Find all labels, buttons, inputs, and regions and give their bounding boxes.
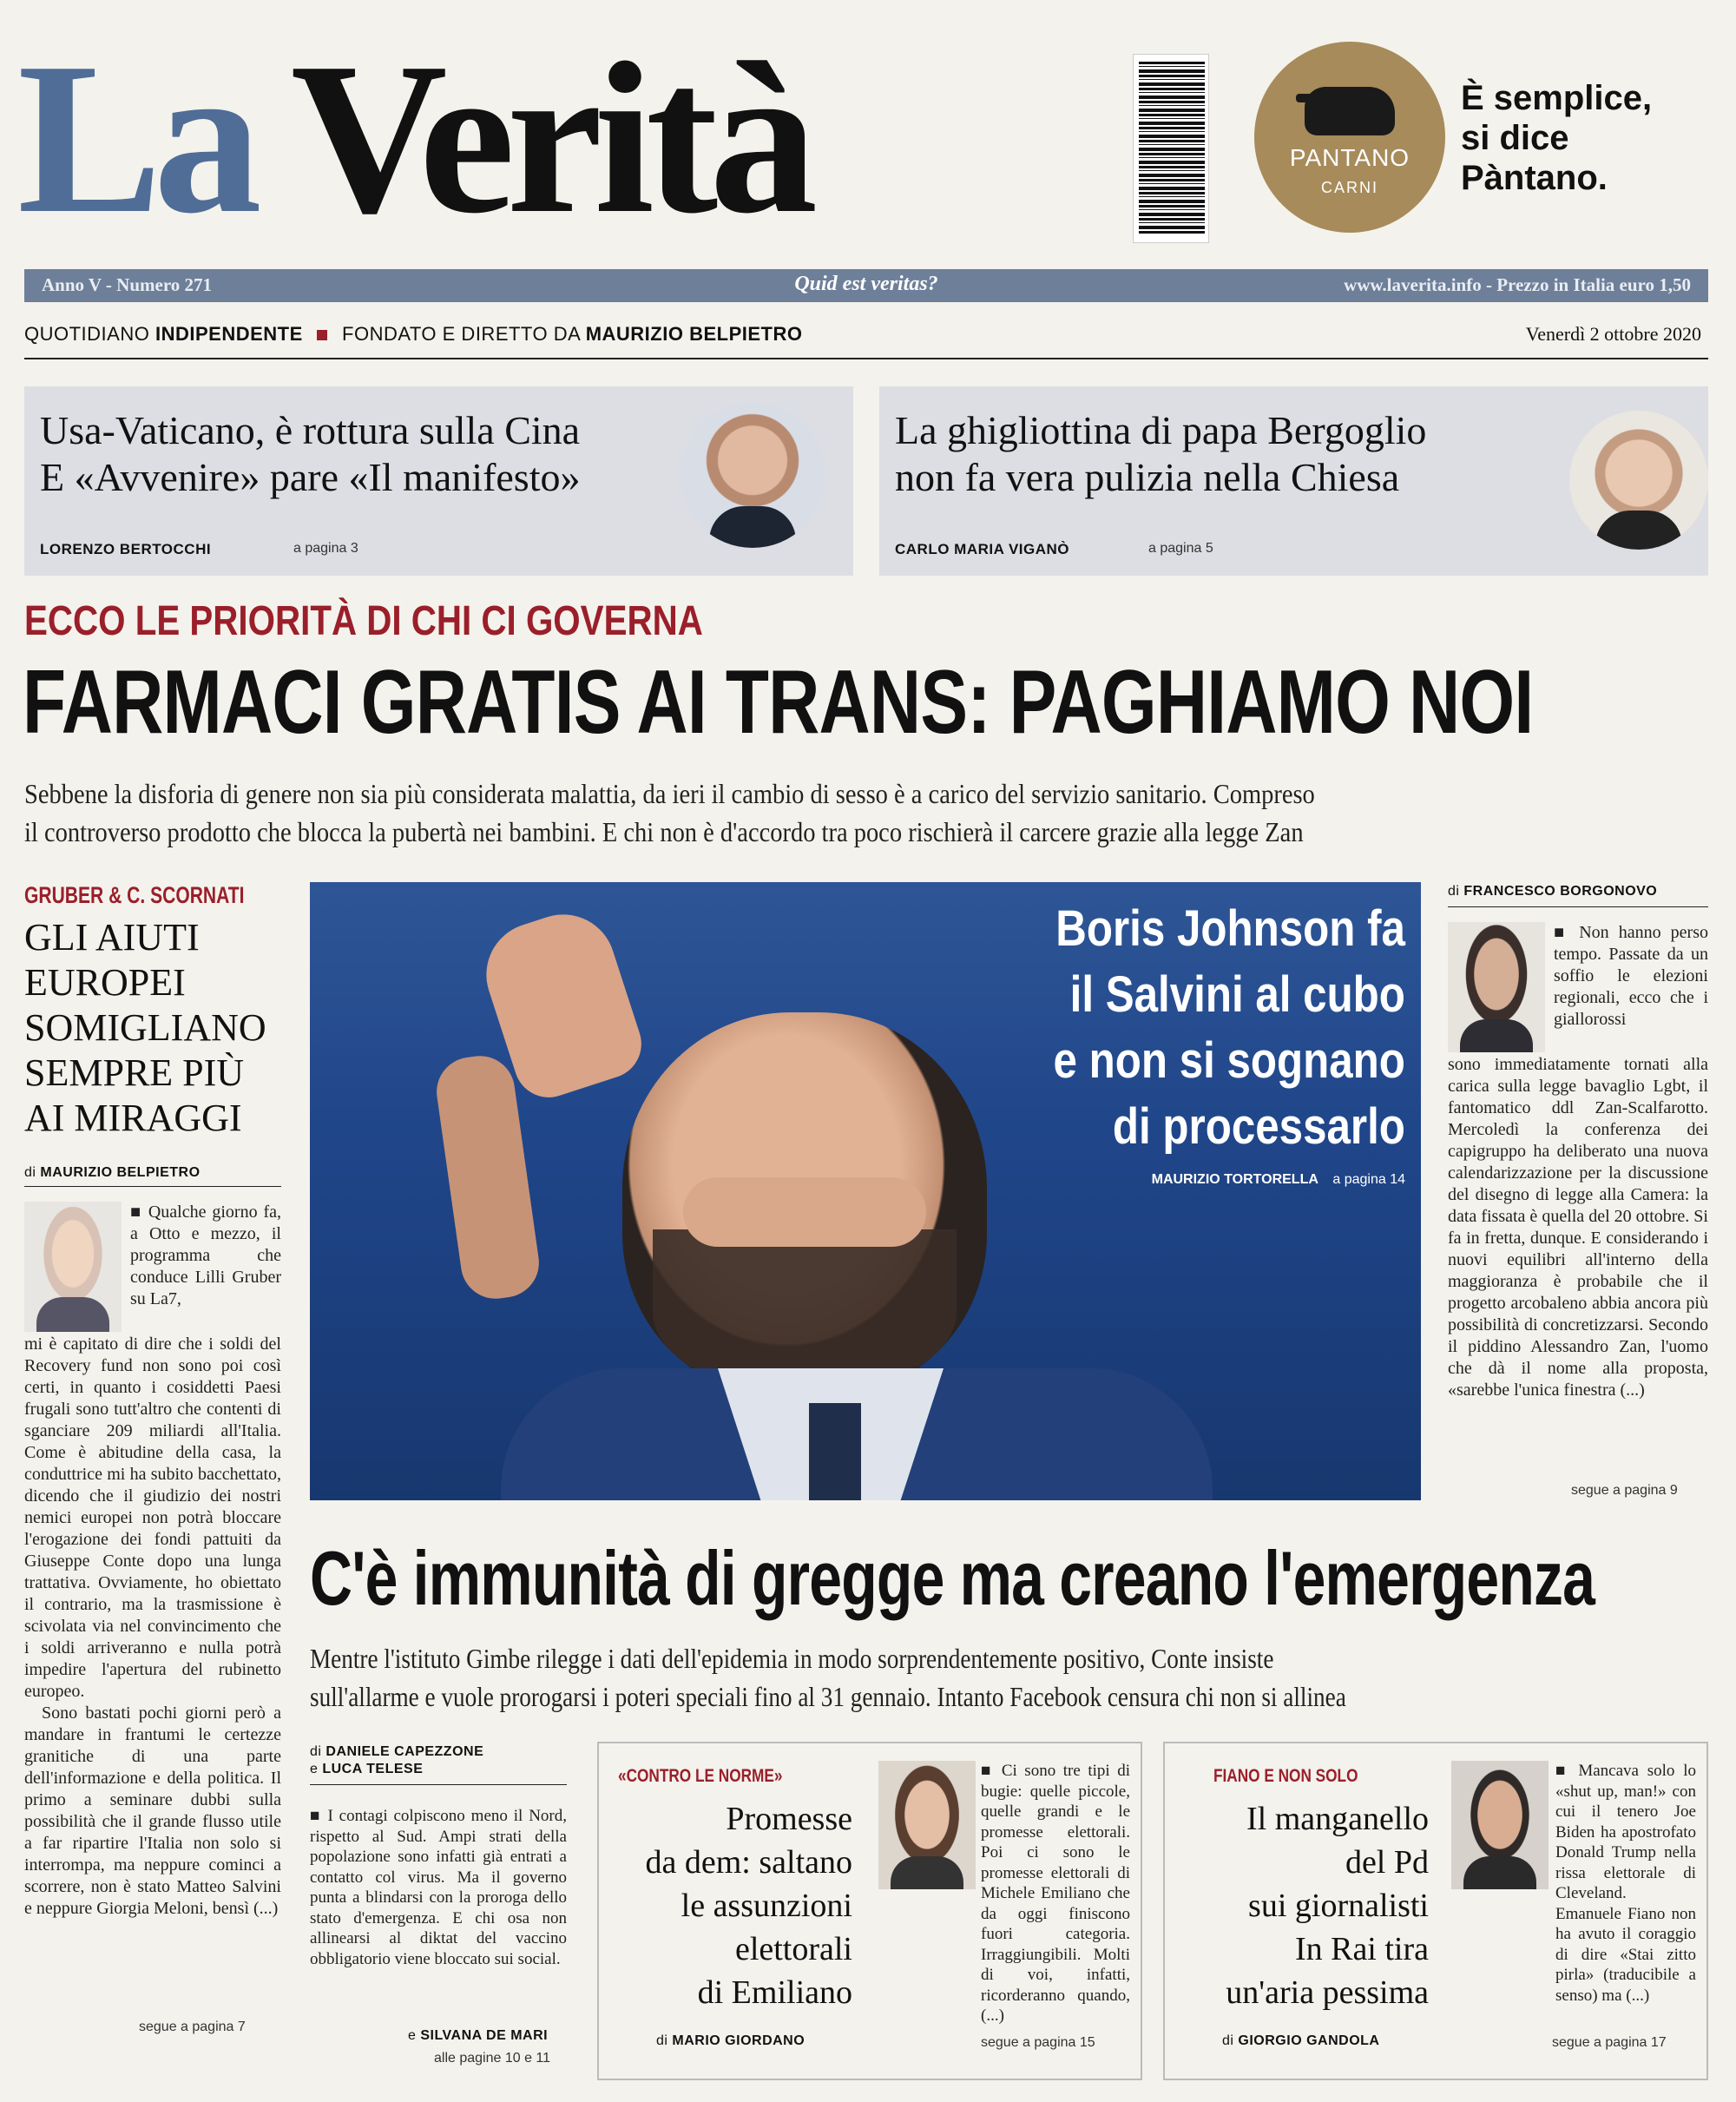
issue-date: Venerdì 2 ottobre 2020: [1525, 323, 1701, 345]
bottom-right-author: di GIORGIO GANDOLA: [1222, 2033, 1380, 2048]
bottom-mid-continue[interactable]: segue a pagina 15: [981, 2035, 1095, 2050]
pantano-ad[interactable]: [1254, 42, 1723, 241]
right-text-intro: ■ Non hanno perso tempo. Passate da un soffio le elezioni regionali, ecco che i giallorossi: [1554, 923, 1708, 1029]
main-kicker: ECCO LE PRIORITÀ DI CHI CI GOVERNA: [24, 598, 703, 644]
left-text-body: mi è capitato di dire che i soldi del Recovery fund non sono poi così certi, in quanto i cosiddetti Paesi frugali sono tutt'altro che contenti di sganciare 209 miliardi all'Italia. Come è abitudine della casa, la conduttrice mi ha subito bacchettato, dicendo che il giudizio dei nostri nemici europei non potrà bloccare l'erogazione dei fondi pattuiti da Giuseppe Conte dopo una lunga trattativa. Ovviamente, ho obiettato il contrario, ma la trasmissione è scivolata via nel convincimento che i soldi arriveranno e nulla potrà impedire l'apertura del rubinetto europeo. Sono bastati pochi giorni però a mandare in frantumi le certezze granitiche di una parte dell'informazione e della politica. Il primo a seminare dubbi sulla possibilità che il grande flusso utile a far ripartire l'Italia non solo si interrompa, ma neppure cominci a scorrere, non è stato Matteo Salvini e neppure Giorgia Meloni, bensì (...): [24, 1334, 281, 1918]
bottom-left-author-3: e SILVANA DE MARI: [408, 2028, 549, 2043]
bottom-right-continue[interactable]: segue a pagina 17: [1552, 2035, 1667, 2050]
bottom-right-kicker: FIANO E NON SOLO: [1213, 1766, 1358, 1786]
left-author: di MAURIZIO BELPIETRO: [24, 1165, 201, 1180]
second-headline[interactable]: C'è immunità di gregge ma creano l'emergenza: [310, 1535, 1595, 1621]
top-box-right-headline: La ghigliottina di papa Bergoglio non fa vera pulizia nella Chiesa: [895, 408, 1427, 499]
second-summary: Mentre l'istituto Gimbe rilegge i dati dell'epidemia in modo sorprendentemente positivo, Conte insiste sull'allarme e vuole prorogarsi i poteri speciali fino al 31 gennaio. Intanto Facebook censura chi non si allinea: [310, 1643, 1346, 1712]
tagline-row: QUOTIDIANO INDIPENDENTE FONDATO E DIRETTO DA MAURIZIO BELPIETRO: [24, 323, 803, 345]
top-box-left-author: LORENZO BERTOCCHI: [40, 541, 212, 557]
top-box-left-page: a pagina 3: [293, 541, 358, 556]
top-box-right-page: a pagina 5: [1148, 541, 1213, 556]
giordano-photo: [878, 1761, 976, 1889]
bull-icon: [1305, 87, 1395, 135]
top-box-right[interactable]: [879, 386, 1708, 576]
top-box-left[interactable]: [24, 386, 853, 576]
bottom-mid-headline: Promesse da dem: saltano le assunzioni elettorali di Emiliano: [645, 1801, 852, 2011]
left-kicker: GRUBER & C. SCORNATI: [24, 882, 245, 908]
bottom-mid-author: di MARIO GIORDANO: [656, 2033, 806, 2048]
right-author-rule: [1448, 906, 1708, 907]
top-box-right-author: CARLO MARIA VIGANÒ: [895, 541, 1070, 557]
tie: [809, 1403, 861, 1500]
logo-la: La: [17, 18, 253, 259]
bottom-mid-box[interactable]: [597, 1742, 1142, 2080]
left-continue[interactable]: segue a pagina 7: [139, 2020, 246, 2034]
salvini-photo[interactable]: [310, 882, 1421, 1500]
photo-headline[interactable]: Boris Johnson fa il Salvini al cubo e non si sognano di processarlo: [1053, 900, 1405, 1155]
left-text-intro: ■ Qualche giorno fa, a Otto e mezzo, il programma che conduce Lilli Gruber su La7,: [130, 1203, 281, 1308]
issue-number: Anno V - Numero 271: [42, 274, 213, 295]
ad-slogan: È semplice, si dice Pàntano.: [1461, 79, 1653, 197]
pompeo-photo: [680, 402, 825, 548]
left-author-rule: [24, 1186, 281, 1187]
pantano-badge: [1254, 42, 1445, 233]
bottom-right-box[interactable]: [1163, 1742, 1708, 2080]
bottom-mid-kicker: «CONTRO LE NORME»: [618, 1766, 783, 1786]
top-box-left-headline: Usa-Vaticano, è rottura sulla Cina E «Avvenire» pare «Il manifesto»: [40, 408, 581, 499]
borgonovo-photo: [1448, 922, 1545, 1052]
vigano-photo: [1569, 411, 1708, 550]
main-headline[interactable]: FARMACI GRATIS AI TRANS: PAGHIAMO NOI: [23, 652, 1534, 753]
bottom-left-rule: [310, 1784, 567, 1785]
issue-band: [24, 269, 1708, 302]
motto: Quid est veritas?: [794, 273, 938, 295]
logo-verita: Verità: [291, 18, 810, 259]
right-author: di FRANCESCO BORGONOVO: [1448, 884, 1658, 899]
photo-byline: MAURIZIO TORTORELLA a pagina 14: [1151, 1172, 1405, 1187]
bottom-left-text: ■ I contagi colpiscono meno il Nord, rispetto al Sud. Ampi strati della popolazione sono infatti già entrati a contatto col virus. Ma il governo punta a blindarsi con la proroga dello stato d'emergenza. E chi osa non allinearsi al diktat del vaccino obbligatorio viene bloccato sui social.: [310, 1807, 567, 1968]
bottom-left-page[interactable]: alle pagine 10 e 11: [434, 2051, 551, 2066]
main-summary: Sebbene la disforia di genere non sia più considerata malattia, da ieri il cambio di sesso è a carico del servizio sanitario. Compreso il controverso prodotto che blocca la pubertà nei bambini. E chi non è d'accordo tra poco rischierà il carcere grazie alla legge Zan: [24, 778, 1315, 847]
fiano-photo: [1451, 1761, 1549, 1889]
belpietro-photo: [24, 1202, 122, 1332]
bottom-right-headline: Il manganello del Pd sui giornalisti In Rai tira un'aria pessima: [1226, 1801, 1429, 2011]
ad-brand: PANTANO: [1289, 144, 1410, 171]
right-text-body: sono immediatamente tornati alla carica sulla legge bavaglio Lgbt, il fantomatico ddl Zan-Scalfarotto. Mercoledì la conferenza dei capigruppo ha deliberato una nuova calendarizzazione per la discussione del disegno di legge alla Camera: la data fissata è quella del 20 ottobre. Si fa in fretta, dunque. E considerando i nuovi equilibri all'interno della maggioranza è probabile che il progetto arcobaleno abbia ancora più possibilità di concretizzarsi. Secondo il piddino Alessandro Zan, l'uomo che dà il nome alla proposta, «sarebbe l'unica finestra (...): [1448, 1055, 1708, 1400]
left-headline[interactable]: GLI AIUTI EUROPEI SOMIGLIANO SEMPRE PIÙ AI MIRAGGI: [24, 916, 266, 1139]
bottom-mid-text: ■ Ci sono tre tipi di bugie: quelle piccole, quelle grandi e le promesse elettorali. Poi ci sono le promesse elettorali di Michele Emiliano che da oggi finiscono fuori categoria. Irraggiungibili. Molti di voi, infatti, ricorderanno quando, (...): [981, 1762, 1130, 2025]
bottom-left-authors: di DANIELE CAPEZZONE e LUCA TELESE: [310, 1744, 484, 1776]
site-price: www.laverita.info - Prezzo in Italia euro 1,50: [1344, 274, 1691, 295]
separator-square: [317, 330, 327, 340]
tagline-rule: [24, 358, 1708, 359]
right-continue[interactable]: segue a pagina 9: [1571, 1483, 1678, 1498]
barcode: [1133, 54, 1209, 243]
bottom-right-text: ■ Mancava solo lo «shut up, man!» con cui il tenero Joe Biden ha apostrofato Donald Trump nella rissa elettorale di Cleveland. Emanuele Fiano non ha avuto il coraggio di dire «Stai zitto pirla» (traducibile a senso) ma (...): [1555, 1762, 1696, 2005]
ad-sub: CARNI: [1320, 179, 1378, 196]
masthead-logo: [17, 18, 937, 259]
